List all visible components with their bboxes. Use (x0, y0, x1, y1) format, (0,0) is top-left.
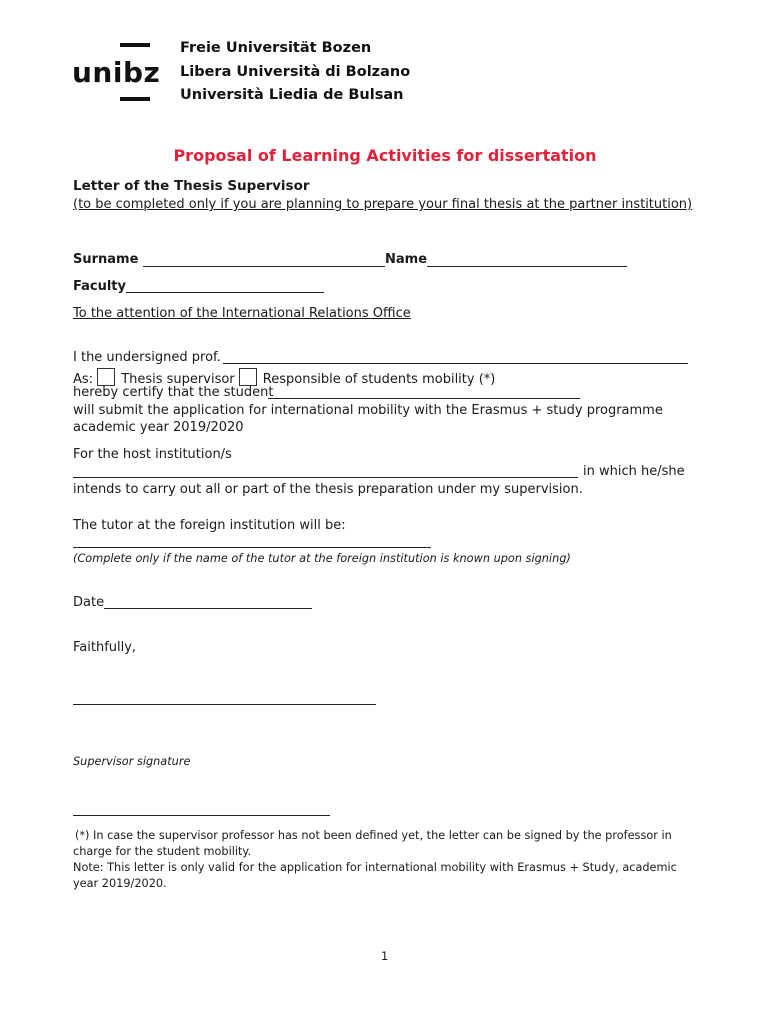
submit-text-line1: will submit the application for international mobility with the Erasmus + study programme (73, 403, 663, 418)
host-institution-line[interactable] (73, 477, 578, 478)
footnote-1-line2: charge for the student mobility. (73, 845, 252, 858)
logo-bar-top (120, 43, 150, 47)
document-title: Proposal of Learning Activities for dissertation (173, 146, 597, 165)
subtitle-note: (to be completed only if you are planning to prepare your final thesis at the partner institution) (73, 197, 693, 212)
name-label: Name (385, 252, 428, 267)
faculty-line[interactable] (126, 292, 324, 293)
responsible-mobility-checkbox[interactable] (239, 368, 257, 386)
submit-text-line2: academic year 2019/2020 (73, 420, 244, 435)
footnote-separator (73, 815, 330, 816)
university-name-de: Freie Universität Bozen (180, 40, 372, 56)
tutor-label: The tutor at the foreign institution will be: (73, 518, 346, 533)
faculty-label: Faculty (73, 279, 126, 294)
as-label: As: (73, 372, 94, 387)
tutor-note: (Complete only if the name of the tutor at the foreign institution is known upon signing) (73, 552, 571, 565)
host-institution-label: For the host institution/s (73, 447, 232, 462)
document-subtitle: Letter of the Thesis Supervisor (73, 178, 310, 194)
student-line[interactable] (268, 398, 580, 399)
signature-line[interactable] (73, 704, 376, 705)
professor-line[interactable] (223, 363, 688, 364)
university-name-lld: Università Liedia de Bulsan (180, 87, 404, 103)
footnote-2-line1: Note: This letter is only valid for the application for international mobility with Erasmus + Study, academic (73, 861, 677, 874)
thesis-supervisor-checkbox[interactable] (97, 368, 115, 386)
faithfully-text: Faithfully, (73, 640, 137, 655)
date-line[interactable] (104, 608, 312, 609)
attention-line: To the attention of the International Relations Office (73, 306, 411, 321)
name-line[interactable] (427, 266, 627, 267)
footnote-2-line2: year 2019/2020. (73, 877, 167, 890)
unibz-logo: unibz (72, 56, 161, 89)
university-name-it: Libera Università di Bolzano (180, 64, 411, 80)
surname-line[interactable] (143, 266, 385, 267)
thesis-supervisor-label: Thesis supervisor (121, 372, 235, 387)
responsible-mobility-label: Responsible of students mobility (*) (262, 372, 496, 387)
date-label: Date (73, 595, 105, 610)
undersigned-label: I the undersigned prof. (73, 350, 221, 365)
host-suffix: in which he/she (583, 464, 685, 479)
logo-bar-bottom (120, 97, 150, 101)
supervisor-signature-label: Supervisor signature (73, 755, 191, 768)
tutor-line[interactable] (73, 547, 431, 548)
page-number: 1 (381, 950, 389, 963)
host-text-line2: intends to carry out all or part of the thesis preparation under my supervision. (73, 482, 583, 497)
surname-label: Surname (73, 252, 139, 267)
footnote-1-line1: (*) In case the supervisor professor has not been defined yet, the letter can be signed by the professor in (75, 829, 672, 842)
certify-label: hereby certify that the student (73, 385, 274, 400)
